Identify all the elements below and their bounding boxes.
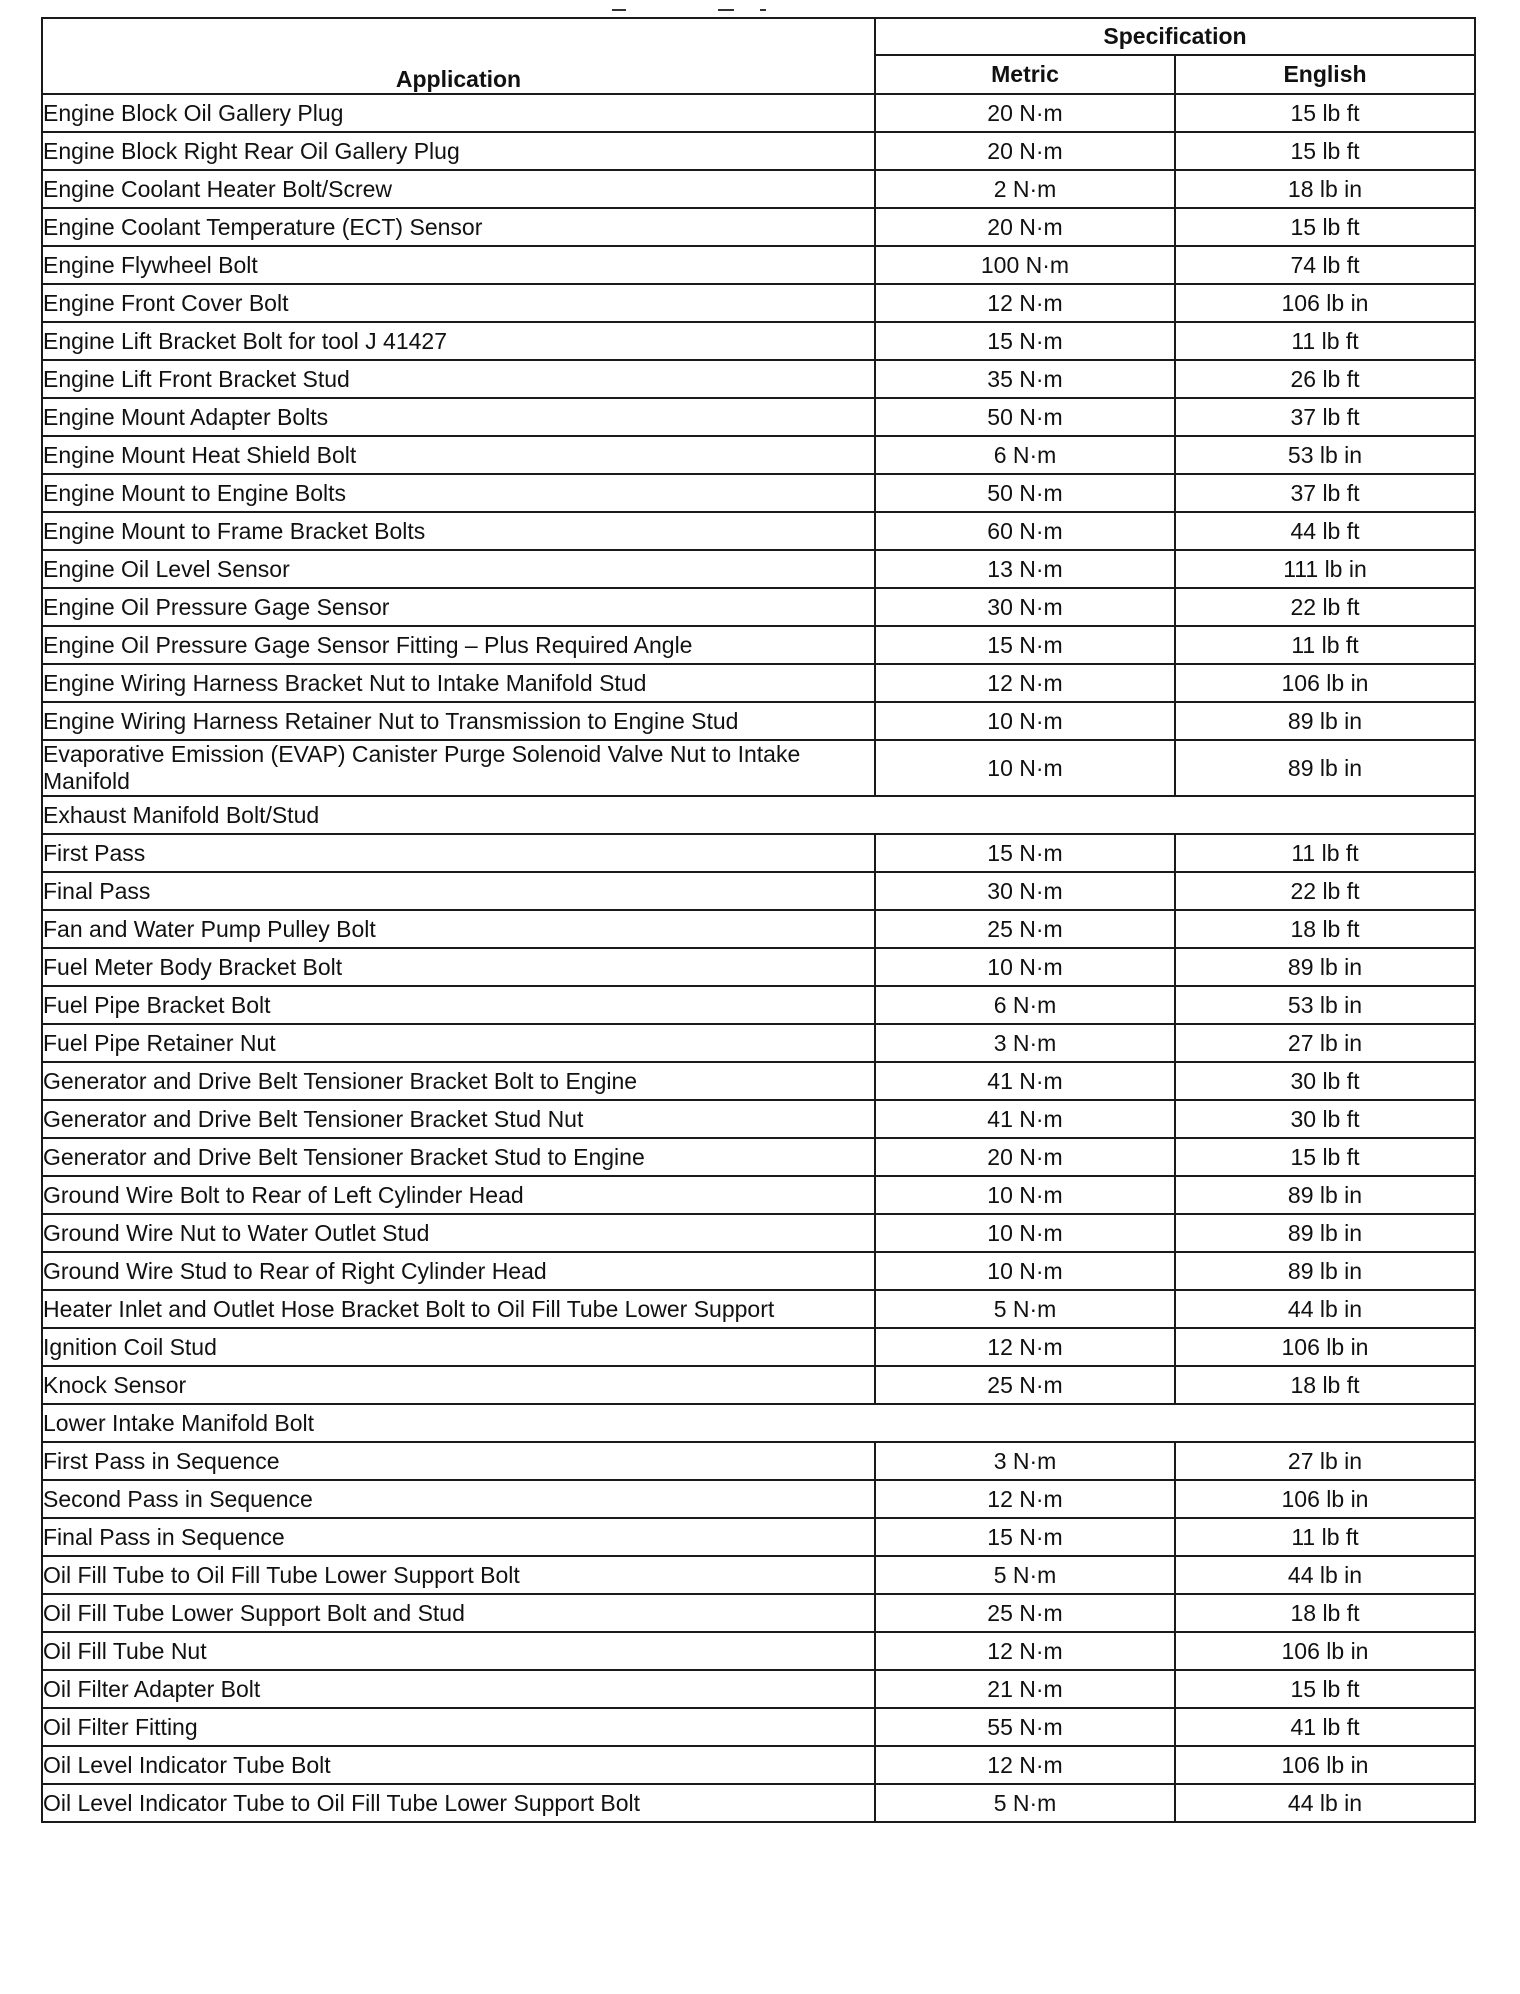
- metric-value-cell: 30 N·m: [875, 588, 1175, 626]
- table-row: [42, 170, 1475, 208]
- english-value-cell: 89 lb in: [1175, 1214, 1475, 1252]
- scan-mark: [760, 9, 766, 11]
- english-value-cell: 11 lb ft: [1175, 322, 1475, 360]
- table-row: [42, 360, 1475, 398]
- english-value-cell: 106 lb in: [1175, 1746, 1475, 1784]
- english-value-cell: 53 lb in: [1175, 986, 1475, 1024]
- table-row: [42, 550, 1475, 588]
- english-value-cell: 18 lb ft: [1175, 1366, 1475, 1404]
- table-row: [42, 1366, 1475, 1404]
- english-value-cell: 26 lb ft: [1175, 360, 1475, 398]
- metric-value-cell: 25 N·m: [875, 1594, 1175, 1632]
- english-value-cell: 11 lb ft: [1175, 834, 1475, 872]
- application-cell: Final Pass in Sequence: [42, 1518, 875, 1556]
- table-row: [42, 246, 1475, 284]
- table-row: [42, 284, 1475, 322]
- application-cell: Engine Mount to Engine Bolts: [42, 474, 875, 512]
- english-value-cell: 15 lb ft: [1175, 1670, 1475, 1708]
- metric-value-cell: 20 N·m: [875, 1138, 1175, 1176]
- application-cell: Ignition Coil Stud: [42, 1328, 875, 1366]
- metric-value-cell: 3 N·m: [875, 1442, 1175, 1480]
- metric-value-cell: 2 N·m: [875, 170, 1175, 208]
- application-cell: Engine Coolant Heater Bolt/Screw: [42, 170, 875, 208]
- english-value-cell: 106 lb in: [1175, 1632, 1475, 1670]
- application-cell: Ground Wire Bolt to Rear of Left Cylinder Head: [42, 1176, 875, 1214]
- application-cell: Final Pass: [42, 872, 875, 910]
- application-cell: Ground Wire Stud to Rear of Right Cylinder Head: [42, 1252, 875, 1290]
- table-row: [42, 132, 1475, 170]
- english-value-cell: 11 lb ft: [1175, 1518, 1475, 1556]
- application-cell: Oil Fill Tube to Oil Fill Tube Lower Support Bolt: [42, 1556, 875, 1594]
- metric-value-cell: 12 N·m: [875, 284, 1175, 322]
- table-row: [42, 626, 1475, 664]
- english-value-cell: 41 lb ft: [1175, 1708, 1475, 1746]
- metric-value-cell: 15 N·m: [875, 626, 1175, 664]
- application-cell: Oil Fill Tube Nut: [42, 1632, 875, 1670]
- column-header-application: Application: [42, 18, 875, 94]
- metric-value-cell: 12 N·m: [875, 1632, 1175, 1670]
- table-row: [42, 910, 1475, 948]
- table-row: [42, 872, 1475, 910]
- application-cell: Engine Mount Heat Shield Bolt: [42, 436, 875, 474]
- table-row: [42, 1024, 1475, 1062]
- table-row: [42, 834, 1475, 872]
- table-row: [42, 1670, 1475, 1708]
- english-value-cell: 89 lb in: [1175, 740, 1475, 796]
- application-cell: Generator and Drive Belt Tensioner Bracket Stud to Engine: [42, 1138, 875, 1176]
- table-row: [42, 208, 1475, 246]
- table-row: [42, 1594, 1475, 1632]
- application-cell: Engine Lift Front Bracket Stud: [42, 360, 875, 398]
- metric-value-cell: 6 N·m: [875, 436, 1175, 474]
- metric-value-cell: 41 N·m: [875, 1062, 1175, 1100]
- metric-value-cell: 50 N·m: [875, 398, 1175, 436]
- english-value-cell: 74 lb ft: [1175, 246, 1475, 284]
- table-row: [42, 588, 1475, 626]
- english-value-cell: 15 lb ft: [1175, 1138, 1475, 1176]
- metric-value-cell: 21 N·m: [875, 1670, 1175, 1708]
- table-row: [42, 512, 1475, 550]
- metric-value-cell: 12 N·m: [875, 1328, 1175, 1366]
- application-cell: Engine Mount to Frame Bracket Bolts: [42, 512, 875, 550]
- table-row: [42, 1328, 1475, 1366]
- metric-value-cell: 55 N·m: [875, 1708, 1175, 1746]
- table-row: [42, 1442, 1475, 1480]
- english-value-cell: 106 lb in: [1175, 664, 1475, 702]
- english-value-cell: 22 lb ft: [1175, 872, 1475, 910]
- table-row: [42, 948, 1475, 986]
- application-cell: Fuel Pipe Retainer Nut: [42, 1024, 875, 1062]
- table-body: [42, 94, 1475, 1822]
- metric-value-cell: 20 N·m: [875, 94, 1175, 132]
- metric-value-cell: 10 N·m: [875, 1252, 1175, 1290]
- application-cell: Engine Oil Pressure Gage Sensor Fitting – Plus Required Angle: [42, 626, 875, 664]
- application-cell: Engine Flywheel Bolt: [42, 246, 875, 284]
- metric-value-cell: 20 N·m: [875, 208, 1175, 246]
- table-group-row: [42, 1404, 1475, 1442]
- table-row: [42, 1518, 1475, 1556]
- metric-value-cell: 3 N·m: [875, 1024, 1175, 1062]
- table-row: [42, 436, 1475, 474]
- english-value-cell: 30 lb ft: [1175, 1062, 1475, 1100]
- table-row: [42, 702, 1475, 740]
- torque-spec-table: [41, 17, 1476, 1823]
- table-row: [42, 1708, 1475, 1746]
- application-cell: First Pass: [42, 834, 875, 872]
- application-cell: Generator and Drive Belt Tensioner Bracket Stud Nut: [42, 1100, 875, 1138]
- english-value-cell: 53 lb in: [1175, 436, 1475, 474]
- application-cell: Lower Intake Manifold Bolt: [42, 1404, 1475, 1442]
- english-value-cell: 18 lb ft: [1175, 1594, 1475, 1632]
- table-row: [42, 1746, 1475, 1784]
- metric-value-cell: 60 N·m: [875, 512, 1175, 550]
- metric-value-cell: 15 N·m: [875, 322, 1175, 360]
- metric-value-cell: 41 N·m: [875, 1100, 1175, 1138]
- application-cell: Ground Wire Nut to Water Outlet Stud: [42, 1214, 875, 1252]
- scan-mark: [612, 9, 626, 11]
- metric-value-cell: 15 N·m: [875, 1518, 1175, 1556]
- table-header: [42, 18, 1475, 94]
- table-group-row: [42, 796, 1475, 834]
- application-cell: Oil Level Indicator Tube Bolt: [42, 1746, 875, 1784]
- table-row: [42, 1784, 1475, 1822]
- metric-value-cell: 35 N·m: [875, 360, 1175, 398]
- application-cell: Heater Inlet and Outlet Hose Bracket Bolt to Oil Fill Tube Lower Support: [42, 1290, 875, 1328]
- english-value-cell: 111 lb in: [1175, 550, 1475, 588]
- metric-value-cell: 10 N·m: [875, 740, 1175, 796]
- english-value-cell: 44 lb in: [1175, 1556, 1475, 1594]
- english-value-cell: 15 lb ft: [1175, 208, 1475, 246]
- english-value-cell: 37 lb ft: [1175, 474, 1475, 512]
- english-value-cell: 44 lb in: [1175, 1290, 1475, 1328]
- table-row: [42, 398, 1475, 436]
- table-row: [42, 1100, 1475, 1138]
- english-value-cell: 27 lb in: [1175, 1442, 1475, 1480]
- table-row: [42, 474, 1475, 512]
- table-row: [42, 1138, 1475, 1176]
- english-value-cell: 106 lb in: [1175, 284, 1475, 322]
- scan-mark: [718, 9, 734, 11]
- english-value-cell: 89 lb in: [1175, 1176, 1475, 1214]
- metric-value-cell: 5 N·m: [875, 1290, 1175, 1328]
- english-value-cell: 89 lb in: [1175, 1252, 1475, 1290]
- english-value-cell: 89 lb in: [1175, 702, 1475, 740]
- application-cell: Engine Mount Adapter Bolts: [42, 398, 875, 436]
- application-cell: Exhaust Manifold Bolt/Stud: [42, 796, 1475, 834]
- application-cell: Fan and Water Pump Pulley Bolt: [42, 910, 875, 948]
- english-value-cell: 18 lb ft: [1175, 910, 1475, 948]
- metric-value-cell: 50 N·m: [875, 474, 1175, 512]
- metric-value-cell: 12 N·m: [875, 1746, 1175, 1784]
- application-cell: Engine Wiring Harness Bracket Nut to Intake Manifold Stud: [42, 664, 875, 702]
- english-value-cell: 106 lb in: [1175, 1480, 1475, 1518]
- english-value-cell: 18 lb in: [1175, 170, 1475, 208]
- metric-value-cell: 15 N·m: [875, 834, 1175, 872]
- table-row: [42, 664, 1475, 702]
- application-cell: First Pass in Sequence: [42, 1442, 875, 1480]
- english-value-cell: 11 lb ft: [1175, 626, 1475, 664]
- table-row: [42, 94, 1475, 132]
- english-value-cell: 44 lb in: [1175, 1784, 1475, 1822]
- application-cell: Oil Filter Adapter Bolt: [42, 1670, 875, 1708]
- table-row: [42, 1176, 1475, 1214]
- table-row: [42, 1556, 1475, 1594]
- table-row: [42, 986, 1475, 1024]
- table-row: [42, 1062, 1475, 1100]
- table-row: [42, 1214, 1475, 1252]
- metric-value-cell: 10 N·m: [875, 702, 1175, 740]
- table-row: [42, 1290, 1475, 1328]
- application-cell: Fuel Pipe Bracket Bolt: [42, 986, 875, 1024]
- english-value-cell: 27 lb in: [1175, 1024, 1475, 1062]
- metric-value-cell: 10 N·m: [875, 1214, 1175, 1252]
- metric-value-cell: 30 N·m: [875, 872, 1175, 910]
- english-value-cell: 44 lb ft: [1175, 512, 1475, 550]
- application-cell: Fuel Meter Body Bracket Bolt: [42, 948, 875, 986]
- metric-value-cell: 25 N·m: [875, 910, 1175, 948]
- metric-value-cell: 100 N·m: [875, 246, 1175, 284]
- metric-value-cell: 12 N·m: [875, 1480, 1175, 1518]
- application-cell: Knock Sensor: [42, 1366, 875, 1404]
- english-value-cell: 30 lb ft: [1175, 1100, 1475, 1138]
- application-cell: Engine Block Oil Gallery Plug: [42, 94, 875, 132]
- column-header-specification: Specification: [875, 18, 1475, 55]
- metric-value-cell: 5 N·m: [875, 1784, 1175, 1822]
- column-header-metric: Metric: [875, 55, 1175, 94]
- application-cell: Engine Wiring Harness Retainer Nut to Transmission to Engine Stud: [42, 702, 875, 740]
- metric-value-cell: 10 N·m: [875, 1176, 1175, 1214]
- english-value-cell: 22 lb ft: [1175, 588, 1475, 626]
- application-cell: Engine Front Cover Bolt: [42, 284, 875, 322]
- application-cell: Second Pass in Sequence: [42, 1480, 875, 1518]
- metric-value-cell: 5 N·m: [875, 1556, 1175, 1594]
- metric-value-cell: 13 N·m: [875, 550, 1175, 588]
- application-cell: Engine Oil Level Sensor: [42, 550, 875, 588]
- metric-value-cell: 25 N·m: [875, 1366, 1175, 1404]
- table-row: [42, 322, 1475, 360]
- english-value-cell: 15 lb ft: [1175, 132, 1475, 170]
- application-cell: Generator and Drive Belt Tensioner Bracket Bolt to Engine: [42, 1062, 875, 1100]
- metric-value-cell: 20 N·m: [875, 132, 1175, 170]
- application-cell: Evaporative Emission (EVAP) Canister Purge Solenoid Valve Nut to Intake Manifold: [42, 740, 875, 796]
- table-row: [42, 1252, 1475, 1290]
- application-cell: Oil Fill Tube Lower Support Bolt and Stud: [42, 1594, 875, 1632]
- column-header-english: English: [1175, 55, 1475, 94]
- application-cell: Engine Lift Bracket Bolt for tool J 41427: [42, 322, 875, 360]
- english-value-cell: 37 lb ft: [1175, 398, 1475, 436]
- english-value-cell: 15 lb ft: [1175, 94, 1475, 132]
- english-value-cell: 89 lb in: [1175, 948, 1475, 986]
- metric-value-cell: 6 N·m: [875, 986, 1175, 1024]
- application-cell: Engine Oil Pressure Gage Sensor: [42, 588, 875, 626]
- metric-value-cell: 10 N·m: [875, 948, 1175, 986]
- table-row: [42, 1480, 1475, 1518]
- table-row: [42, 740, 1475, 796]
- application-cell: Oil Filter Fitting: [42, 1708, 875, 1746]
- metric-value-cell: 12 N·m: [875, 664, 1175, 702]
- application-cell: Engine Block Right Rear Oil Gallery Plug: [42, 132, 875, 170]
- table-row: [42, 1632, 1475, 1670]
- application-cell: Oil Level Indicator Tube to Oil Fill Tube Lower Support Bolt: [42, 1784, 875, 1822]
- english-value-cell: 106 lb in: [1175, 1328, 1475, 1366]
- application-cell: Engine Coolant Temperature (ECT) Sensor: [42, 208, 875, 246]
